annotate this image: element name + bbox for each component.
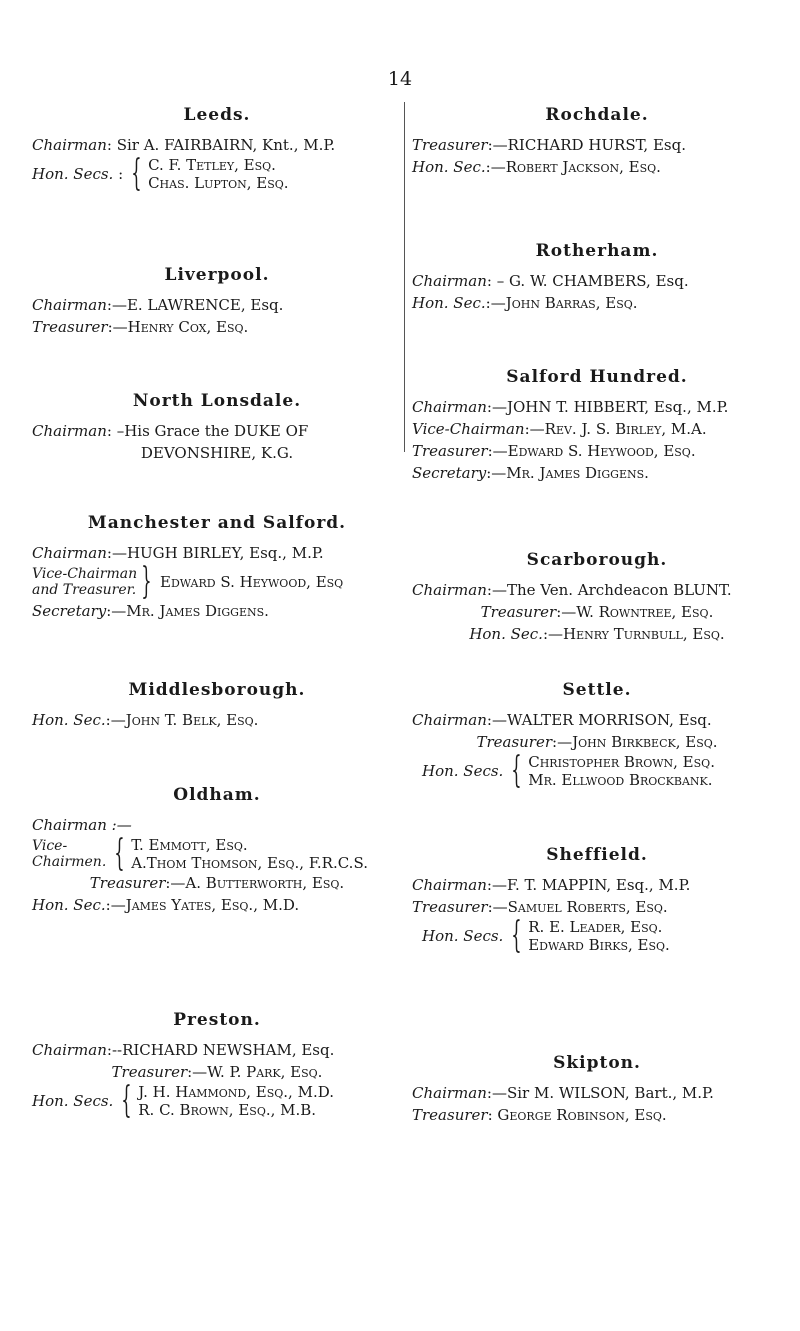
section-heading: Rochdale.	[545, 105, 649, 125]
treasurer-line: Treasurer: George Robinson, Esq.	[412, 1106, 667, 1124]
secretary-line: Secretary:—Mr. James Diggens.	[32, 602, 269, 620]
section-heading: Preston.	[173, 1010, 261, 1030]
hon-sec-line: Hon. Sec.:—James Yates, Esq., M.D.	[32, 896, 300, 914]
section-heading: North Lonsdale.	[132, 391, 302, 411]
chairman-line-cont: DEVONSHIRE, K.G.	[140, 444, 294, 462]
role-label: Hon. Secs.	[32, 1092, 114, 1110]
chairman-line: Chairman:—HUGH BIRLEY, Esq., M.P.	[32, 544, 324, 562]
chairman-line: Chairman: –His Grace the DUKE OF	[32, 422, 309, 440]
section-heading: Leeds.	[183, 105, 251, 125]
chairman-line: Chairman:—The Ven. Archdeacon BLUNT.	[412, 581, 732, 599]
brace: {	[511, 750, 522, 791]
section-heading: Settle.	[562, 680, 632, 700]
section-heading: Liverpool.	[164, 265, 270, 285]
section-rochdale	[412, 104, 782, 178]
role-label: Hon. Secs.	[422, 762, 504, 780]
hon-secs: Hon. Secs. { J. H. Hammond, Esq., M.D. R. C. Brown, Esq., M.B.	[32, 1080, 334, 1121]
section-scarborough	[412, 549, 782, 645]
section-leeds	[32, 104, 402, 192]
chairman-line: Chairman :—	[32, 816, 132, 834]
vice-chairman-line: Vice-Chairman:—Rev. J. S. Birley, M.A.	[412, 420, 707, 438]
treasurer-line: Treasurer:—Henry Cox, Esq.	[32, 318, 249, 336]
treasurer-line: Treasurer:—RICHARD HURST, Esq.	[412, 136, 686, 154]
hon-sec-line: Hon. Sec.:—Robert Jackson, Esq.	[412, 158, 661, 176]
column-divider	[404, 102, 405, 452]
treasurer-line: Treasurer:—Edward S. Heywood, Esq.	[412, 442, 696, 460]
chairman-line: Chairman:--RICHARD NEWSHAM, Esq.	[32, 1041, 335, 1059]
page-number: 14	[387, 68, 413, 90]
treasurer-line: Treasurer:—A. Butterworth, Esq.	[89, 874, 345, 892]
treasurer-line: Treasurer:—W. Rowntree, Esq.	[480, 603, 714, 621]
treasurer-line: Treasurer:—Samuel Roberts, Esq.	[412, 898, 668, 916]
treasurer-line: Treasurer:—John Birkbeck, Esq.	[476, 733, 718, 751]
role-label: Hon. Secs.	[422, 927, 504, 945]
section-heading: Oldham.	[173, 785, 261, 805]
section-salford-hundred	[412, 366, 782, 484]
section-middlesborough	[32, 679, 402, 731]
section-preston	[32, 1009, 402, 1119]
vice-chairmen: Vice- Chairmen. { T. Emmott, Esq. A.Thom Thomson, Esq., F.R.C.S.	[32, 833, 368, 874]
brace: {	[114, 833, 125, 874]
chairman-line: Chairman:—E. LAWRENCE, Esq.	[32, 296, 284, 314]
section-heading: Middlesborough.	[128, 680, 306, 700]
hon-secs: Hon. Secs. { Christopher Brown, Esq. Mr. Ellwood Brockbank.	[422, 750, 715, 791]
section-liverpool	[32, 264, 402, 338]
section-heading: Scarborough.	[526, 550, 668, 570]
hon-sec-line: Hon. Sec.:—John T. Belk, Esq.	[32, 711, 259, 729]
section-manchester-salford	[32, 512, 402, 622]
secretary-line: Secretary:—Mr. James Diggens.	[412, 464, 649, 482]
section-oldham	[32, 784, 402, 916]
hon-sec-line: Hon. Sec.:—John Barras, Esq.	[412, 294, 638, 312]
section-north-lonsdale	[32, 390, 402, 464]
hon-sec-line: Hon. Sec.:—Henry Turnbull, Esq.	[469, 625, 725, 643]
brace: {	[121, 1080, 132, 1121]
section-heading: Salford Hundred.	[506, 367, 688, 387]
chairman-line: Chairman: – G. W. CHAMBERS, Esq.	[412, 272, 689, 290]
chairman-line: Chairman:—JOHN T. HIBBERT, Esq., M.P.	[412, 398, 729, 416]
section-rotherham	[412, 240, 782, 314]
chairman-line: Chairman:—Sir M. WILSON, Bart., M.P.	[412, 1084, 714, 1102]
hon-secs: Hon. Secs. : { C. F. Tetley, Esq. Chas. Lupton, Esq.	[32, 153, 289, 194]
section-heading: Sheffield.	[546, 845, 648, 865]
section-sheffield	[412, 844, 782, 954]
brace: {	[511, 915, 522, 956]
role-label: Hon. Secs.	[32, 165, 114, 183]
chairman-line: Chairman: Sir A. FAIRBAIRN, Knt., M.P.	[32, 136, 336, 154]
section-settle	[412, 679, 782, 789]
brace: {	[131, 153, 142, 194]
section-heading: Manchester and Salford.	[87, 513, 347, 533]
section-heading: Skipton.	[553, 1053, 641, 1073]
section-skipton	[412, 1052, 782, 1126]
treasurer-line: Treasurer:—W. P. Park, Esq.	[111, 1063, 323, 1081]
chairman-line: Chairman:—F. T. MAPPIN, Esq., M.P.	[412, 876, 691, 894]
vice-chairman-treasurer: Vice-Chairman and Treasurer. } Edward S. Heywood, Esq	[32, 561, 344, 602]
hon-secs: Hon. Secs. { R. E. Leader, Esq. Edward Birks, Esq.	[422, 915, 670, 956]
section-heading: Rotherham.	[535, 241, 659, 261]
brace: }	[141, 561, 152, 602]
chairman-line: Chairman:—WALTER MORRISON, Esq.	[412, 711, 712, 729]
